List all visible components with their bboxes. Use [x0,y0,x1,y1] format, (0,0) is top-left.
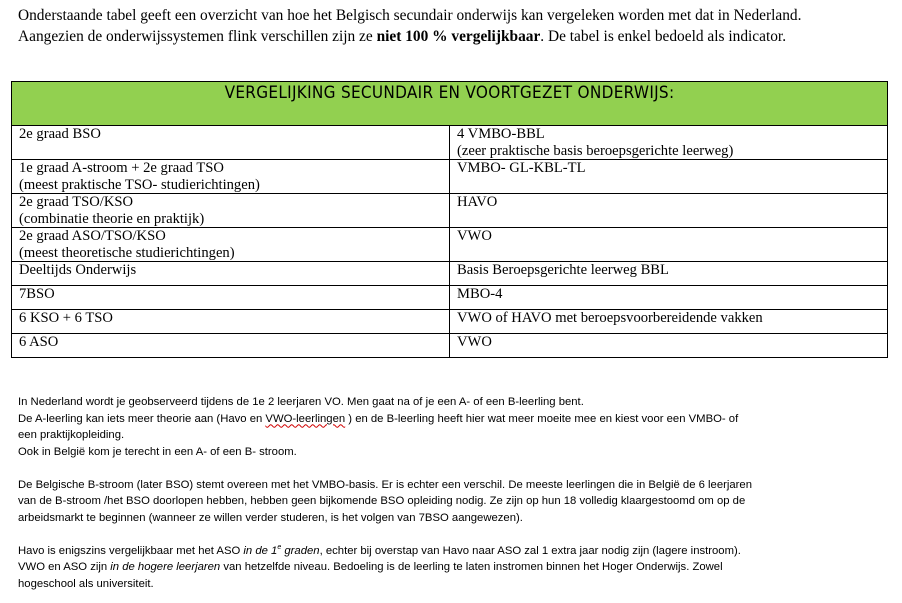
cell-line: 2e graad ASO/TSO/KSO [19,228,166,244]
notes-line: hogeschool als universiteit. [18,577,154,590]
cell-line: 2e graad TSO/KSO [19,194,134,210]
notes-text: De A-leerling kan iets meer theorie aan (Havo en [18,412,266,425]
table-cell-netherlands [450,126,888,160]
table-cell-belgium [12,194,450,228]
notes-line: een praktijkopleiding. [18,429,125,441]
notes-italic: in de hogere leerjaren [110,561,221,573]
table-cell-belgium [12,228,450,262]
cell-line: 1e graad A-stroom + 2e graad TSO [19,160,224,176]
intro-line-2-start: Aangezien de onderwijssystemen flink verschillen zijn ze [18,28,377,45]
notes-text: VWO en ASO zijn [18,561,111,573]
cell-line: VWO of HAVO met beroepsvoorbereidende vakken [457,310,763,326]
notes-line: van de B-stroom /het BSO doorlopen hebben, hebben geen bijkomende BSO opleiding nodig. Ze zijn op hun 18 volledig klaargestoomd om op de [18,495,746,507]
table-row [12,334,888,358]
notes-line [18,411,878,428]
notes-italic: e [277,543,282,551]
notes-text: van hetzelfde niveau. Bedoeling is de leerling te laten instromen binnen het Hoger Onderwijs. Zowel [220,561,723,573]
cell-line: VWO [457,334,492,350]
spellcheck-marked-word: VWO-leerlingen [265,412,346,425]
table-header: VERGELIJKING SECUNDAIR EN VOORTGEZET ONDERWIJS: [12,82,888,126]
table-cell-netherlands [450,286,888,310]
table-cell-belgium [12,262,450,286]
comparison-table [11,81,888,358]
table-cell-belgium [12,334,450,358]
cell-line: 2e graad BSO [19,126,101,142]
table-cell-belgium [12,286,450,310]
cell-line: 7BSO [19,286,55,302]
intro-line-2 [18,26,888,47]
table-cell-netherlands [450,228,888,262]
table-row [12,262,888,286]
table-row [12,286,888,310]
notes-line: De Belgische B-stroom (later BSO) stemt overeen met het VMBO-basis. Er is echter een verschil. De meeste leerlingen die in België de 6 leerjaren [18,478,752,491]
notes-line [18,559,878,576]
table-cell-netherlands [450,262,888,286]
table-row [12,160,888,194]
intro-line-2-end: . De tabel is enkel bedoeld als indicator. [540,28,787,45]
paragraph-gap [18,526,878,543]
table-cell-netherlands [450,160,888,194]
intro-paragraph [18,5,888,47]
table-cell-netherlands [450,310,888,334]
table-cell-netherlands [450,194,888,228]
notes-line: Ook in België kom je terecht in een A- of een B- stroom. [18,445,297,458]
cell-line: VWO [457,228,492,244]
notes-line: arbeidsmarkt te beginnen (wanneer ze willen verder studeren, is het volgen van 7BSO aangewezen). [18,511,523,524]
cell-line: (zeer praktische basis beroepsgerichte leerweg) [457,142,734,159]
notes-text: , echter bij overstap van Havo naar ASO zal 1 extra jaar nodig zijn (lagere instroom). [319,544,741,557]
cell-line: Basis Beroepsgerichte leerweg BBL [457,262,669,278]
cell-line: VMBO- GL-KBL-TL [457,160,586,176]
table-cell-netherlands [450,334,888,358]
table-row [12,310,888,334]
table-row [12,228,888,262]
intro-bold-phrase: niet 100 % vergelijkbaar [376,28,541,45]
cell-line: HAVO [457,194,498,210]
table-cell-belgium [12,310,450,334]
table-cell-belgium [12,126,450,160]
notes-italic: graden [281,544,320,557]
table-cell-belgium [12,160,450,194]
notes-italic: in de 1 [243,544,278,557]
cell-line: Deeltijds Onderwijs [19,262,137,278]
intro-line-1: Onderstaande tabel geeft een overzicht van hoe het Belgisch secundair onderwijs kan vergeleken worden met dat in Nederland. [18,7,802,24]
cell-line: (meest theoretische studierichtingen) [19,244,235,261]
cell-line: (combinatie theorie en praktijk) [19,210,205,227]
notes-line: In Nederland wordt je geobserveerd tijdens de 1e 2 leerjaren VO. Men gaat na of je een A- of een B-leerling bent. [18,396,584,408]
cell-line: MBO-4 [457,286,503,302]
notes-text: ) en de B-leerling heeft hier wat meer moeite mee en kiest voor een VMBO- of [345,412,739,425]
notes-section [18,394,878,592]
cell-line: 4 VMBO-BBL [457,126,545,142]
notes-text: Havo is enigszins vergelijkbaar met het ASO [18,544,244,557]
cell-line: 6 ASO [19,334,59,350]
cell-line: (meest praktische TSO- studierichtingen) [19,176,260,193]
notes-line [18,543,878,560]
cell-line: 6 KSO + 6 TSO [19,310,113,326]
table-header-row [12,82,888,126]
table-row [12,126,888,160]
table-row [12,194,888,228]
paragraph-gap [18,460,878,477]
